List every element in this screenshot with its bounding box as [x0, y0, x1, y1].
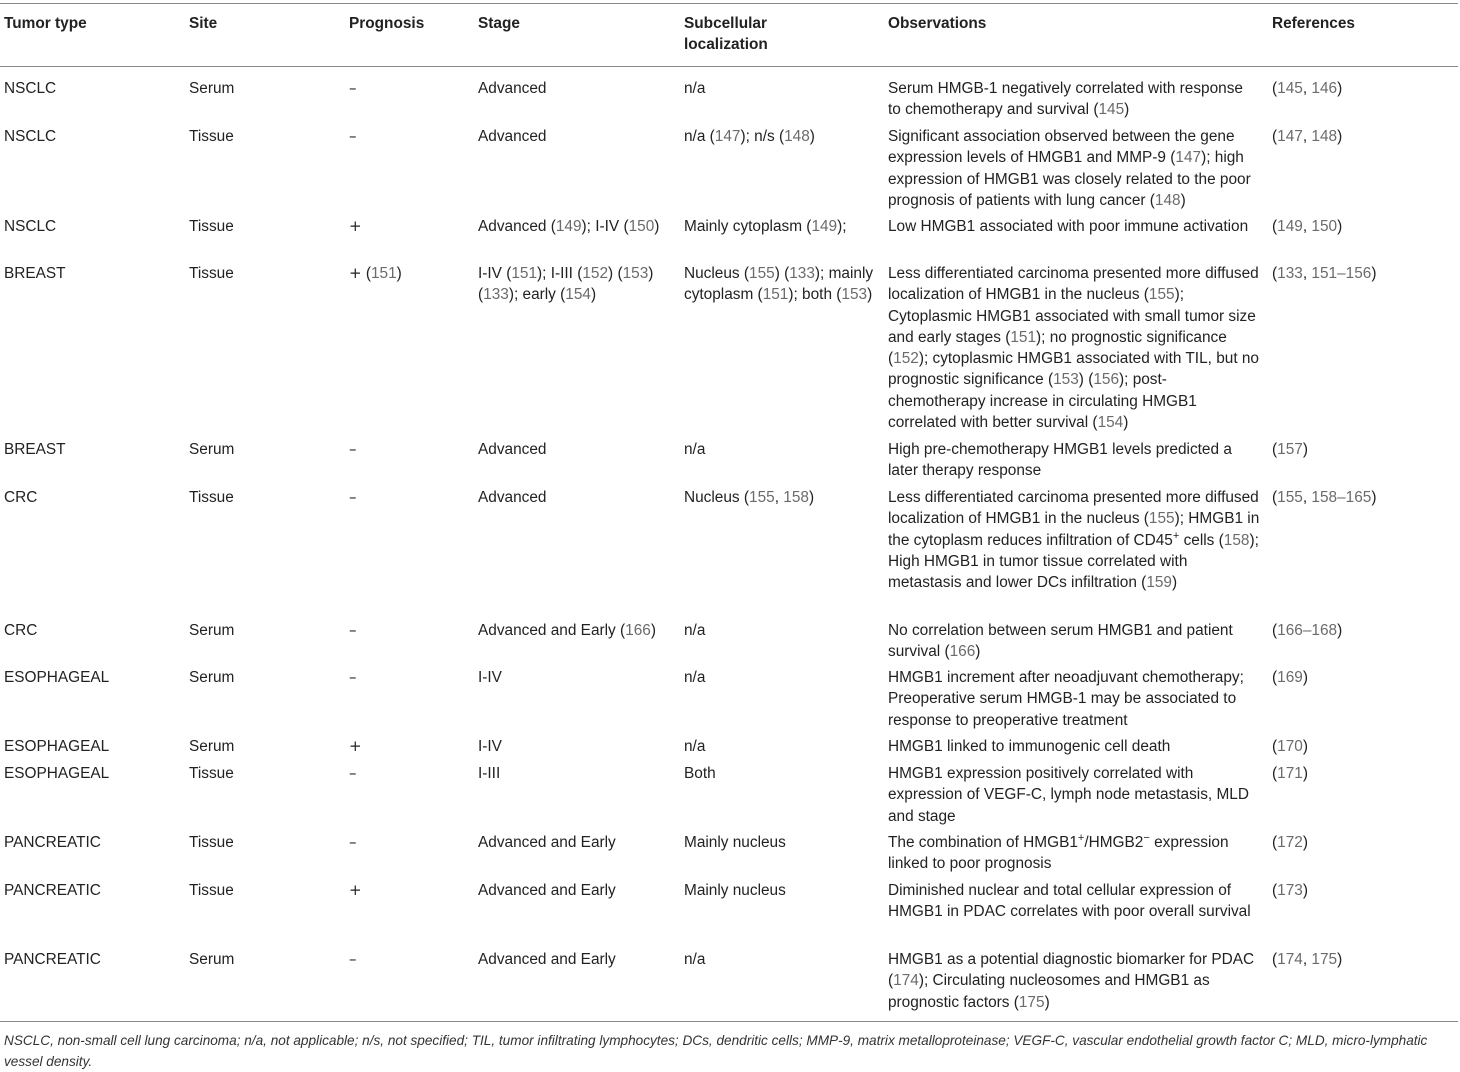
text-run: (	[1272, 738, 1278, 755]
text-run: ) (	[1078, 371, 1094, 389]
observations-cell	[888, 667, 1260, 731]
tumor-type-cell: BREAST	[4, 441, 66, 458]
stage-cell	[478, 216, 674, 237]
prognosis-cell	[349, 439, 469, 460]
text-run: No correlation between serum HMGB1 and patient survival (	[888, 622, 1233, 661]
references-cell	[1272, 78, 1458, 99]
subcellular-localization-cell	[684, 620, 874, 641]
superscript: +	[1077, 832, 1085, 844]
header-subcellular-localization: Subcellular localization	[684, 15, 768, 54]
text-run: I-IV (	[478, 265, 512, 282]
text-run: High pre-chemotherapy HMGB1 levels predicted a later therapy response	[888, 441, 1232, 480]
text-run: (	[1272, 834, 1278, 851]
text-run: Both	[684, 765, 716, 782]
text-run: expression linked to poor prognosis	[888, 834, 1229, 873]
subcellular-localization-cell	[684, 880, 874, 901]
text-run: ); Cytoplasmic HMGB1 associated with small tumor size and early stages (	[888, 286, 1256, 346]
observations-cell	[888, 736, 1260, 757]
text-run: ); early (	[508, 286, 566, 304]
reference-number: 151	[511, 265, 538, 282]
tumor-type-cell: CRC	[4, 622, 38, 639]
tumor-type-cell: CRC	[4, 489, 38, 506]
text-run: n/a	[684, 669, 706, 686]
reference-number: 174	[893, 972, 919, 990]
text-run: (	[1272, 622, 1278, 639]
reference-number: 155	[1148, 510, 1175, 528]
reference-number: 153	[841, 286, 868, 304]
prognosis-cell	[349, 263, 469, 284]
text-run: )	[975, 643, 981, 661]
header-tumor-type: Tumor type	[4, 15, 87, 32]
prognosis-symbol: –	[349, 79, 357, 97]
text-run: Less differentiated carcinoma presented more diffused localization of HMGB1 in the nucleus (	[888, 265, 1259, 304]
references-cell	[1272, 126, 1458, 147]
text-run: Advanced	[478, 80, 547, 97]
text-run: n/a	[684, 441, 706, 458]
text-run: ) (	[774, 265, 790, 282]
text-run: );	[837, 218, 847, 235]
site-cell: Tissue	[189, 882, 234, 899]
reference-number: 155	[749, 265, 775, 282]
text-run: Diminished nuclear and total cellular expression of HMGB1 in PDAC correlates with poor overall survival	[888, 882, 1251, 921]
prognosis-cell	[349, 832, 469, 853]
reference-number: 158–165	[1311, 489, 1372, 506]
text-run: Nucleus (	[684, 265, 750, 282]
text-run: (	[1272, 765, 1278, 782]
prognosis-symbol: –	[349, 668, 357, 686]
stage-cell	[478, 880, 674, 901]
subcellular-localization-cell	[684, 949, 874, 970]
stage-cell	[478, 736, 674, 757]
tumor-type-cell: PANCREATIC	[4, 951, 101, 968]
reference-number: 158	[1223, 531, 1250, 549]
stage-cell	[478, 439, 674, 460]
prognosis-cell	[349, 216, 469, 237]
tumor-type-cell: BREAST	[4, 265, 66, 282]
observations-cell	[888, 832, 1260, 875]
text-run: )	[1337, 218, 1343, 235]
text-run: ,	[774, 489, 784, 506]
reference-number: 145	[1277, 80, 1303, 97]
text-run: )	[1124, 101, 1130, 119]
stage-cell	[478, 620, 674, 641]
observations-cell	[888, 620, 1260, 663]
site-cell: Tissue	[189, 218, 234, 235]
reference-number: 149	[811, 218, 838, 235]
prognosis-symbol: –	[349, 488, 357, 506]
superscript: −	[1143, 832, 1150, 844]
text-run: ,	[1302, 265, 1312, 282]
text-run: ,	[1302, 128, 1312, 145]
stage-cell	[478, 263, 674, 306]
text-run: Advanced (	[478, 218, 556, 235]
text-run: )	[1302, 441, 1308, 458]
text-run: Advanced	[478, 489, 547, 506]
references-cell	[1272, 216, 1458, 237]
references-cell	[1272, 736, 1458, 757]
stage-cell	[478, 832, 674, 853]
superscript: +	[1172, 529, 1180, 542]
header-site: Site	[189, 15, 218, 32]
stage-cell	[478, 949, 674, 970]
prognosis-symbol: +	[349, 881, 362, 899]
text-run: Significant association observed between the gene expression levels of HMGB1 and MMP-9 (	[888, 128, 1235, 167]
reference-number: 151–156	[1311, 265, 1372, 282]
text-run: )	[650, 622, 656, 639]
reference-number: 151	[762, 286, 789, 304]
reference-number: 172	[1277, 834, 1303, 851]
observations-cell	[888, 880, 1260, 923]
reference-number: 151	[370, 265, 397, 282]
text-run: )	[1371, 265, 1377, 282]
text-run: )	[1337, 80, 1343, 97]
reference-number: 173	[1277, 882, 1303, 899]
references-cell	[1272, 439, 1458, 460]
reference-number: 155	[1148, 286, 1175, 304]
reference-number: 175	[1311, 951, 1338, 968]
prognosis-symbol: –	[349, 621, 357, 639]
reference-number: 148	[1154, 191, 1181, 209]
subcellular-localization-cell	[684, 832, 874, 853]
text-run: Nucleus (	[684, 489, 750, 506]
text-run: ); no prognostic significance (	[888, 328, 1227, 368]
reference-number: 147	[714, 128, 741, 145]
reference-number: 153	[1053, 371, 1079, 389]
references-cell	[1272, 832, 1458, 853]
subcellular-localization-cell	[684, 263, 874, 306]
text-run: ); both (	[788, 286, 842, 304]
reference-number: 159	[1146, 574, 1172, 592]
reference-number: 166–168	[1277, 622, 1338, 639]
text-run: ); cytoplasmic HMGB1 associated with TIL, but no prognostic significance (	[888, 350, 1259, 389]
reference-number: 133	[1277, 265, 1303, 282]
site-cell: Serum	[189, 951, 235, 968]
stage-cell	[478, 78, 674, 99]
reference-number: 155	[1277, 489, 1303, 506]
text-run: ,	[1302, 489, 1312, 506]
text-run: Mainly nucleus	[684, 834, 786, 851]
reference-number: 145	[1098, 101, 1125, 119]
reference-number: 158	[783, 489, 809, 506]
text-run: HMGB1 linked to immunogenic cell death	[888, 738, 1171, 755]
reference-number: 151	[1010, 328, 1037, 346]
prognosis-cell	[349, 487, 469, 508]
text-run: )	[867, 286, 873, 304]
reference-number: 174	[1277, 951, 1303, 968]
text-run: (	[1272, 669, 1278, 686]
prognosis-cell	[349, 736, 469, 757]
site-cell: Tissue	[189, 765, 234, 782]
text-run: (	[1272, 441, 1278, 458]
text-run: Advanced and Early	[478, 834, 616, 851]
text-run: ); mainly cytoplasm (	[684, 265, 874, 304]
reference-number: 175	[1018, 993, 1045, 1011]
header-prognosis: Prognosis	[349, 15, 425, 32]
observations-cell	[888, 78, 1260, 121]
site-cell: Serum	[189, 738, 235, 755]
subcellular-localization-cell	[684, 439, 874, 460]
tumor-type-cell: PANCREATIC	[4, 882, 101, 899]
reference-number: 133	[789, 265, 815, 282]
text-run: ); I-IV (	[581, 218, 629, 235]
references-cell	[1272, 949, 1458, 970]
reference-number: 152	[582, 265, 609, 282]
tumor-type-cell: NSCLC	[4, 128, 57, 145]
reference-number: 154	[565, 286, 591, 304]
tumor-type-cell: NSCLC	[4, 218, 57, 235]
text-run: ,	[1302, 218, 1312, 235]
text-run: n/a	[684, 622, 706, 639]
text-run: )	[654, 218, 660, 235]
references-cell	[1272, 667, 1458, 688]
observations-cell	[888, 763, 1260, 827]
prognosis-cell	[349, 620, 469, 641]
text-run: )	[1172, 574, 1178, 592]
prognosis-cell	[349, 880, 469, 901]
text-run: ,	[1302, 80, 1312, 97]
subcellular-localization-cell	[684, 487, 874, 508]
subcellular-localization-cell	[684, 736, 874, 757]
prognosis-symbol: +	[349, 217, 362, 235]
site-cell: Tissue	[189, 489, 234, 506]
text-run: ); high expression of HMGB1 was closely related to the poor prognosis of patients with lung cancer (	[888, 149, 1251, 209]
text-run: ); I-III (	[537, 265, 583, 282]
reference-number: 169	[1277, 669, 1303, 686]
prognosis-symbol: –	[349, 950, 357, 968]
observations-cell	[888, 487, 1260, 593]
observations-cell	[888, 949, 1260, 1013]
references-cell	[1272, 263, 1458, 284]
text-run: Mainly nucleus	[684, 882, 786, 899]
text-run: Advanced and Early (	[478, 622, 626, 639]
text-run: Mainly cytoplasm (	[684, 218, 812, 235]
site-cell: Tissue	[189, 128, 234, 145]
reference-number: 166	[949, 643, 976, 661]
text-run: ); HMGB1 in the cytoplasm reduces infiltration of CD45	[888, 510, 1260, 549]
reference-number: 133	[483, 286, 509, 304]
text-run: /HMGB2	[1084, 834, 1144, 851]
header-observations: Observations	[888, 15, 987, 32]
references-cell	[1272, 880, 1458, 901]
reference-number: 148	[784, 128, 810, 145]
references-cell	[1272, 763, 1458, 784]
text-run: I-IV	[478, 738, 502, 755]
observations-cell	[888, 216, 1260, 237]
reference-number: 146	[1311, 80, 1338, 97]
reference-number: 150	[628, 218, 655, 235]
text-run: ) (	[608, 265, 623, 282]
text-run: )	[1044, 993, 1050, 1011]
text-run: )	[1302, 765, 1308, 782]
stage-cell	[478, 487, 674, 508]
header-references: References	[1272, 15, 1355, 32]
text-run: Advanced and Early	[478, 882, 616, 899]
text-run: )	[1302, 669, 1308, 686]
references-cell	[1272, 620, 1458, 641]
text-run: HMGB1 expression positively correlated with expression of VEGF-C, lymph node metastasis, MLD and stage	[888, 765, 1249, 825]
reference-number: 147	[1175, 149, 1202, 167]
text-run: HMGB1 increment after neoadjuvant chemotherapy; Preoperative serum HMGB-1 may be associated to response to preoperative treatment	[888, 669, 1244, 729]
reference-number: 148	[1311, 128, 1338, 145]
text-run: HMGB1 as a potential diagnostic biomarker for PDAC (	[888, 951, 1255, 990]
prognosis-cell	[349, 78, 469, 99]
text-run: (	[1272, 218, 1278, 235]
text-run: ); n/s (	[740, 128, 785, 145]
site-cell: Serum	[189, 80, 235, 97]
text-run: )	[808, 489, 815, 506]
tumor-type-cell: PANCREATIC	[4, 834, 101, 851]
tumor-type-cell: ESOPHAGEAL	[4, 765, 110, 782]
text-run: n/a (	[684, 128, 715, 145]
text-run: n/a	[684, 80, 706, 97]
text-run: )	[1337, 622, 1343, 639]
text-run: ); post-chemotherapy increase in circulating HMGB1 correlated with better survival (	[888, 371, 1197, 432]
text-run: (	[1272, 128, 1278, 145]
site-cell: Serum	[189, 441, 235, 458]
text-run: )	[809, 128, 815, 145]
text-run: )	[1337, 951, 1343, 968]
reference-number: 152	[893, 350, 919, 368]
reference-number: 157	[1277, 441, 1303, 458]
table-bottom-rule	[0, 1021, 1458, 1022]
references-cell	[1272, 487, 1458, 508]
prognosis-cell	[349, 126, 469, 147]
text-run: (	[1272, 489, 1278, 506]
text-run: )	[1302, 882, 1308, 899]
site-cell: Tissue	[189, 265, 234, 282]
site-cell: Tissue	[189, 834, 234, 851]
reference-number: 166	[625, 622, 651, 639]
text-run: ); Circulating nucleosomes and HMGB1 as prognostic factors (	[888, 972, 1210, 1011]
prognosis-symbol: +	[349, 737, 362, 755]
text-run: )	[1371, 489, 1377, 506]
text-run: )	[1123, 414, 1129, 432]
prognosis-symbol: –	[349, 440, 357, 458]
tumor-type-cell: ESOPHAGEAL	[4, 669, 110, 686]
text-run: The combination of HMGB1	[888, 834, 1078, 851]
text-run: )	[1302, 738, 1308, 755]
text-run: I-III	[478, 765, 501, 782]
observations-cell	[888, 126, 1260, 211]
table-footnote: NSCLC, non-small cell lung carcinoma; n/a, not applicable; n/s, not specified; TIL, tumor infiltrating lymphocytes; DCs, dendritic cells; MMP-9, matrix metalloproteinase; VEGF-C, vascular endothelial growth factor C; MLD, micro-lymphatic vessel density.	[4, 1033, 1428, 1069]
table-top-rule	[0, 3, 1458, 4]
text-run: )	[1302, 834, 1308, 851]
text-run: (	[1272, 265, 1278, 282]
site-cell: Serum	[189, 669, 235, 686]
text-run: ) (	[478, 265, 654, 304]
text-run: Advanced and Early	[478, 951, 616, 968]
reference-number: 149	[1277, 218, 1303, 235]
prognosis-cell	[349, 667, 469, 688]
reference-number: 147	[1277, 128, 1303, 145]
subcellular-localization-cell	[684, 78, 874, 99]
subcellular-localization-cell	[684, 126, 874, 147]
prognosis-symbol: –	[349, 764, 357, 782]
prognosis-symbol: –	[349, 833, 357, 851]
prognosis-cell	[349, 949, 469, 970]
reference-number: 170	[1277, 738, 1303, 755]
text-run: I-IV	[478, 669, 502, 686]
header-stage: Stage	[478, 15, 520, 32]
stage-cell	[478, 667, 674, 688]
observations-cell	[888, 439, 1260, 482]
text-run: (	[1272, 882, 1278, 899]
text-run: cells (	[1179, 531, 1224, 549]
stage-cell	[478, 126, 674, 147]
text-run: )	[396, 265, 402, 282]
prognosis-symbol: +	[349, 264, 362, 282]
reference-number: 149	[555, 218, 582, 235]
text-run: Advanced	[478, 441, 547, 458]
text-run: Advanced	[478, 128, 547, 145]
reference-number: 156	[1093, 371, 1120, 389]
observations-cell	[888, 263, 1260, 433]
text-run: )	[1337, 128, 1343, 145]
tumor-type-cell: NSCLC	[4, 80, 57, 97]
text-run: )	[590, 286, 597, 304]
text-run: (	[1272, 951, 1278, 968]
text-run: )	[1180, 191, 1186, 209]
reference-number: 150	[1311, 218, 1338, 235]
text-run: ,	[1302, 951, 1312, 968]
subcellular-localization-cell	[684, 667, 874, 688]
prognosis-symbol: –	[349, 127, 357, 145]
text-run: (	[361, 265, 371, 282]
text-run: n/a	[684, 951, 706, 968]
text-run: Less differentiated carcinoma presented more diffused localization of HMGB1 in the nucleus (	[888, 489, 1259, 528]
reference-number: 155	[749, 489, 775, 506]
reference-number: 154	[1097, 414, 1124, 432]
text-run: Serum HMGB-1 negatively correlated with response to chemotherapy and survival (	[888, 80, 1243, 119]
tumor-type-cell: ESOPHAGEAL	[4, 738, 110, 755]
text-run: ); High HMGB1 in tumor tissue correlated with metastasis and lower DCs infiltration (	[888, 531, 1259, 592]
subcellular-localization-cell	[684, 216, 874, 237]
subcellular-localization-cell	[684, 763, 874, 784]
header-bottom-rule	[0, 66, 1458, 67]
text-run: Low HMGB1 associated with poor immune activation	[888, 218, 1249, 235]
text-run: n/a	[684, 738, 706, 755]
stage-cell	[478, 763, 674, 784]
reference-number: 171	[1277, 765, 1303, 782]
text-run: (	[1272, 80, 1278, 97]
site-cell: Serum	[189, 622, 235, 639]
prognosis-cell	[349, 763, 469, 784]
reference-number: 153	[622, 265, 649, 282]
